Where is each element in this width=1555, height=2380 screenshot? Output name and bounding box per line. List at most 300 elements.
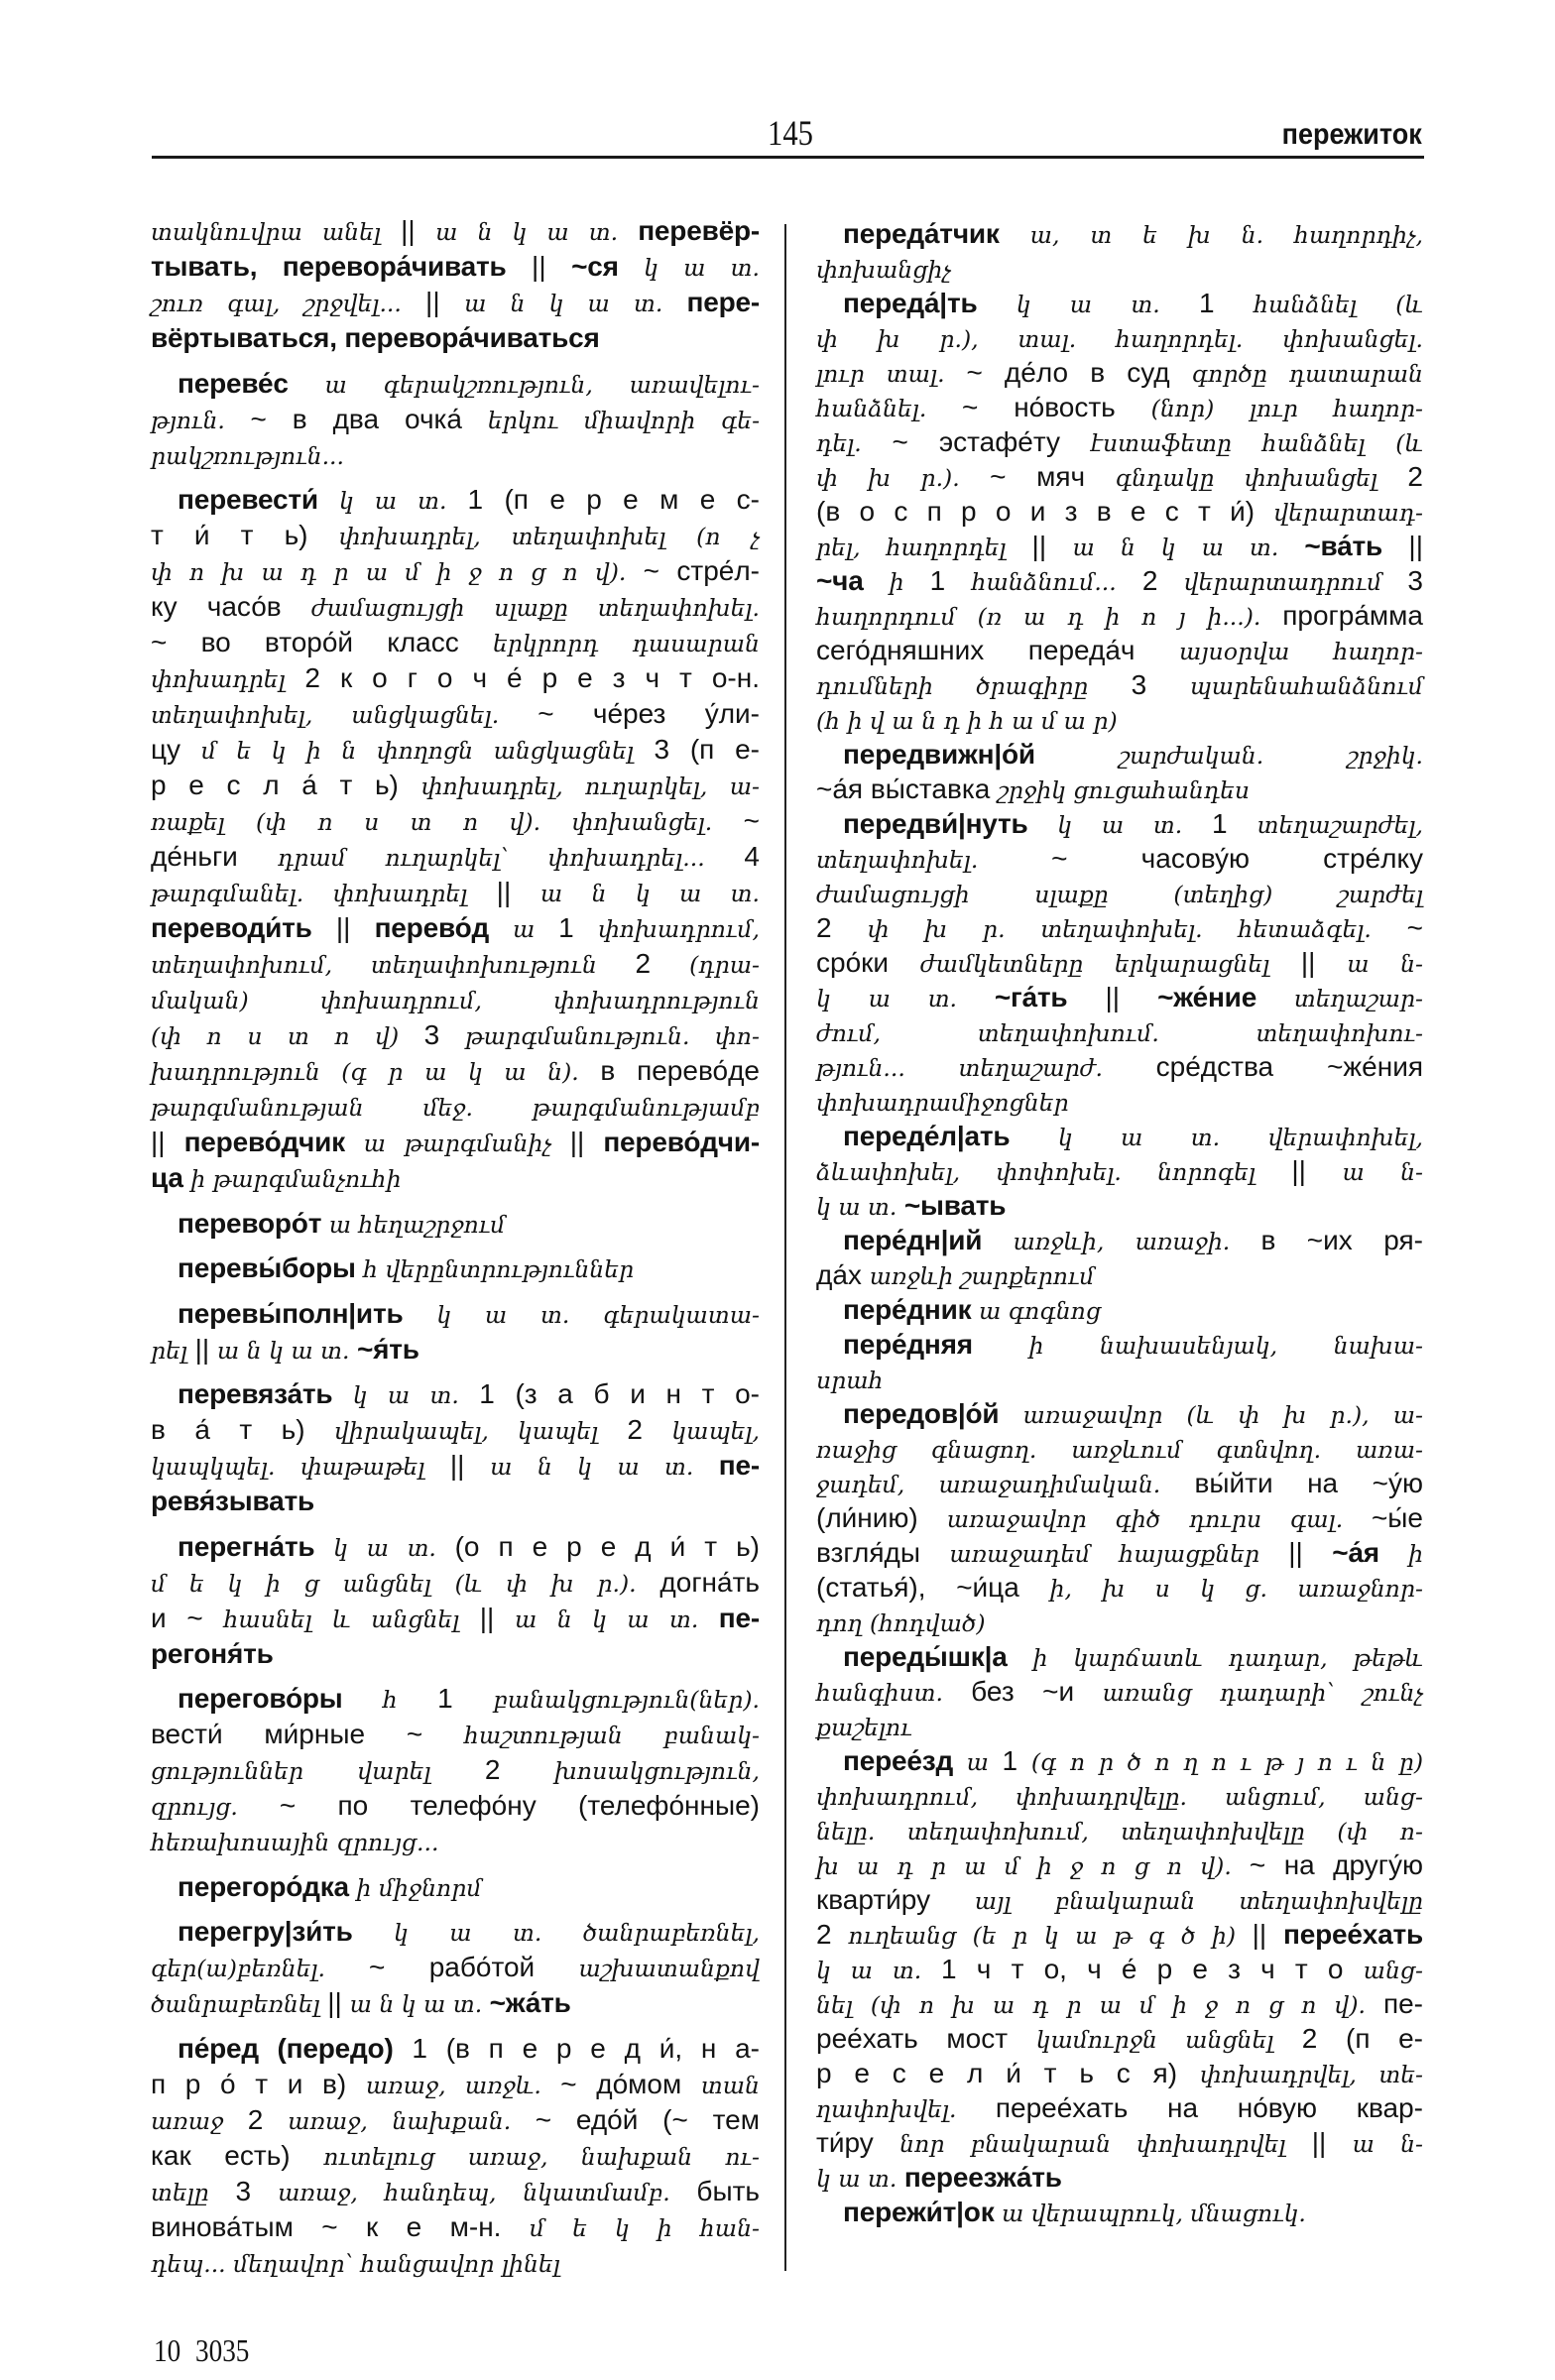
- armenian-translation: վերարտադ-: [1273, 499, 1423, 527]
- entry-line: [816, 1084, 1423, 1119]
- russian-text: 3: [1131, 669, 1190, 700]
- entry-line-text: [151, 1603, 760, 1633]
- entry-line-text: [178, 368, 760, 399]
- entry-line: [816, 494, 1423, 529]
- entry-line: [816, 806, 1423, 841]
- armenian-translation: րել, հաղորդել: [816, 534, 1032, 561]
- armenian-translation: հ: [342, 1686, 438, 1714]
- russian-text: цу: [151, 734, 201, 765]
- armenian-translation: ա, տ ե խ ն. հաղորդիչ,: [999, 221, 1423, 249]
- russian-text: сре́дства ~же́ния: [1155, 1051, 1423, 1082]
- dictionary-entry: [151, 2031, 760, 2281]
- russian-text: в ~их ря-: [1260, 1225, 1424, 1255]
- entry-line-text: [151, 1987, 571, 2018]
- armenian-translation: կ ա տ.: [317, 487, 468, 515]
- armenian-translation: քաշելու: [816, 1714, 912, 1741]
- armenian-translation: ի: [1378, 1540, 1423, 1568]
- armenian-translation: տակնուվրա անել: [151, 218, 402, 246]
- entry-line: [816, 1396, 1423, 1431]
- headword: передов|о́й: [843, 1398, 1000, 1429]
- entry-line-text: [151, 287, 760, 317]
- entry-line-text: [816, 635, 1423, 665]
- entry-line: [816, 459, 1423, 494]
- entry-line: [816, 2195, 1423, 2229]
- entry-line-text: [816, 1988, 1423, 2019]
- headword: пере́дн|ий: [843, 1225, 983, 1255]
- armenian-translation: ի նախասենյակ, նախա-: [972, 1332, 1423, 1360]
- armenian-translation: փ խ ր. տեղափոխել. հետաձգել.: [867, 915, 1407, 943]
- russian-text: ||: [311, 912, 375, 943]
- entry-line-text: [816, 2058, 1423, 2088]
- headword: ~ся: [571, 251, 619, 282]
- entry-line: [816, 2021, 1423, 2056]
- entry-line: [151, 1053, 760, 1089]
- russian-text: т и́ т ь): [151, 520, 339, 550]
- entry-line-text: [816, 1433, 1423, 1464]
- russian-text: 2: [635, 948, 690, 979]
- entry-line: [816, 1327, 1423, 1362]
- entry-line: [816, 1153, 1423, 1188]
- headword: передвижн|о́й: [843, 739, 1035, 770]
- armenian-translation: կ ա տ. վերափոխել,: [1010, 1124, 1423, 1151]
- armenian-translation: այսօրվա հաղոր-: [1178, 638, 1424, 665]
- entry-line: [816, 1223, 1423, 1257]
- armenian-translation: ուտելուց առաջ, նախքան ու-: [323, 2142, 760, 2171]
- russian-text: перее́хать на но́вую квар-: [995, 2092, 1424, 2123]
- entry-line: [816, 1813, 1423, 1847]
- armenian-translation: ի միջնորմ: [348, 1873, 482, 1902]
- entry-line: [151, 625, 760, 660]
- dictionary-entry: [816, 1639, 1423, 1743]
- dictionary-entry: [816, 1292, 1423, 1327]
- russian-text: ~ во второ́й класс: [151, 627, 493, 657]
- headword: перевести́: [178, 484, 318, 515]
- russian-text: р е с л а́ т ь): [151, 770, 421, 800]
- russian-text: ~ в два очка́: [250, 403, 488, 434]
- armenian-translation: զրույց.: [151, 1793, 280, 1821]
- russian-text: ~ че́рез у́ли-: [538, 698, 760, 729]
- entry-line: [151, 1017, 760, 1053]
- russian-text: ~ы́е: [1371, 1502, 1423, 1533]
- russian-text: сего́дняшних переда́ч: [816, 635, 1179, 665]
- entry-line: [151, 2031, 760, 2067]
- russian-text: 2: [247, 2103, 289, 2135]
- russian-text: ||: [425, 287, 465, 317]
- entry-line: [816, 1292, 1423, 1327]
- russian-text: ~ де́ло в суд: [966, 357, 1192, 388]
- entry-line-text: [151, 439, 344, 470]
- entry-line-text: [151, 1414, 760, 1445]
- armenian-translation: ժամացույցի սլաքը տեղափոխել.: [310, 594, 760, 622]
- armenian-translation: հաղորդում (ռ ա դ ի ո յ ի...).: [816, 603, 1283, 631]
- entry-line: [816, 702, 1423, 737]
- russian-text: ||: [496, 877, 540, 907]
- armenian-translation: կ ա տ.: [816, 2165, 904, 2193]
- entry-line: [816, 1674, 1423, 1709]
- entry-line: [151, 2138, 760, 2174]
- entry-line: [816, 1535, 1423, 1570]
- armenian-translation: րել: [151, 1336, 195, 1365]
- entry-line-text: [178, 1683, 760, 1714]
- entry-line: [151, 1412, 760, 1448]
- russian-text: ~ эстафе́ту: [892, 426, 1092, 457]
- armenian-translation: շրջիկ ցուցահանդես: [998, 776, 1251, 804]
- entry-line-text: [816, 1016, 1423, 1047]
- armenian-translation: թյուն.: [151, 406, 251, 434]
- entry-line: [151, 696, 760, 732]
- dictionary-entry: [151, 1529, 760, 1672]
- armenian-translation: առանց դադարի՝ շունչ: [1102, 1679, 1423, 1707]
- entry-line-text: [816, 322, 1423, 353]
- headword: пережи́т|ок: [843, 2197, 995, 2227]
- dictionary-entry: [816, 1396, 1423, 1639]
- entry-line-text: [151, 627, 760, 657]
- russian-text: 3: [423, 1019, 466, 1050]
- entry-line: [816, 1014, 1423, 1049]
- armenian-translation: դրամ ուղարկել՝ փոխադրել...: [277, 844, 745, 872]
- entry-line: [816, 1257, 1423, 1292]
- headword: пере-: [686, 287, 760, 317]
- dictionary-entry: [816, 216, 1423, 286]
- entry-line: [151, 946, 760, 982]
- entry-line: [151, 875, 760, 910]
- headword: ~жа́ть: [489, 1987, 571, 2018]
- russian-text: 1 (з а б и н т о-: [479, 1378, 760, 1409]
- headword: пе-: [718, 1602, 760, 1633]
- entry-line-text: [151, 1091, 760, 1122]
- entry-line-text: [816, 565, 1423, 596]
- entry-line: [151, 482, 760, 518]
- headword: переда́|ть: [843, 288, 978, 318]
- armenian-translation: մական) փոխադրում, փոխադրություն: [151, 987, 760, 1014]
- entry-line: [151, 1160, 760, 1196]
- armenian-translation: ա ն-: [1347, 950, 1423, 978]
- entry-line: [816, 1952, 1423, 1986]
- entry-line-text: [843, 1641, 1423, 1672]
- entry-line-text: [816, 982, 1423, 1012]
- russian-text: 3: [1407, 565, 1423, 596]
- dictionary-entry: [816, 1327, 1423, 1396]
- entry-line: [151, 2067, 760, 2102]
- entry-line-text: [816, 357, 1423, 388]
- headword: регоня́ть: [151, 1637, 274, 1669]
- headword: перевёр-: [638, 215, 760, 246]
- armenian-translation: փ ո խ ա դ ր ա մ ի ջ ո ց ո վ).: [151, 558, 644, 586]
- headword: перево́дчик: [183, 1127, 345, 1157]
- entry-line: [816, 1605, 1423, 1639]
- entry-line: [151, 1681, 760, 1717]
- armenian-translation: ի կարճատև դադար, թեթև: [1007, 1644, 1423, 1672]
- armenian-translation: մ ե կ ի ց անցնել (և փ խ ր.).: [151, 1569, 660, 1598]
- entry-line: [151, 1752, 760, 1788]
- entry-line: [151, 2245, 760, 2281]
- entry-line: [151, 518, 760, 553]
- russian-text: ||: [1382, 531, 1423, 561]
- russian-text: (в о с п р о и з в е с т и́): [816, 496, 1274, 527]
- russian-text: 2: [627, 1414, 672, 1445]
- entry-line-text: [151, 1334, 419, 1365]
- entry-line-text: [178, 484, 760, 515]
- armenian-translation: հասնել և անցնել: [223, 1605, 480, 1633]
- armenian-translation: տեղափոխել, անցկացնել.: [151, 701, 538, 729]
- russian-text: 1 (в п е р е д и́, н а-: [393, 2032, 760, 2064]
- armenian-translation: գեր(ա)բեռնել.: [151, 1955, 370, 1982]
- russian-text: ||: [1311, 2127, 1353, 2158]
- russian-text: взгля́ды: [816, 1537, 950, 1568]
- russian-text: ~: [1406, 912, 1423, 943]
- entry-line: [816, 355, 1423, 390]
- entry-line-text: [816, 1502, 1423, 1533]
- armenian-translation: ռաջից գնացող. առջևում գտնվող. առա-: [816, 1436, 1423, 1464]
- russian-text: ||: [449, 1450, 491, 1481]
- russian-text: ||: [1031, 531, 1073, 561]
- headword: перее́зд: [843, 1745, 954, 1776]
- armenian-translation: կ ա տ. ծանրաբեռնել,: [352, 1919, 760, 1947]
- entry-line-text: [178, 1378, 760, 1409]
- armenian-translation: լուր տալ.: [816, 360, 967, 388]
- armenian-translation: կ ա տ.: [816, 985, 995, 1012]
- entry-line-text: [843, 1398, 1423, 1429]
- armenian-translation: հ վերընտրություններ: [355, 1255, 635, 1283]
- russian-text: в а́ т ь): [151, 1414, 335, 1445]
- dictionary-entry: [816, 806, 1423, 1119]
- russian-text: 2: [1407, 461, 1423, 492]
- entry-line: [151, 437, 760, 473]
- armenian-translation: փոխադրվել, տե-: [1199, 2061, 1423, 2088]
- headword: перегна́ть: [178, 1530, 315, 1562]
- armenian-translation: փոխադրամիջոցներ: [816, 1089, 1069, 1117]
- armenian-translation: ի, խ ս կ ց. առաջնոր-: [1049, 1575, 1423, 1603]
- entry-line: [816, 2056, 1423, 2090]
- entry-line-text: [178, 1916, 760, 1947]
- russian-text: кварти́ру: [816, 1884, 975, 1915]
- entry-line: [151, 732, 760, 768]
- entry-line-text: [816, 669, 1423, 700]
- headword: вёртываться, перевора́чиваться: [151, 322, 600, 353]
- armenian-translation: գործը դատարան: [1191, 360, 1424, 388]
- entry-line: [816, 1882, 1423, 1917]
- armenian-translation: ա գոգնոց: [971, 1297, 1102, 1325]
- headword: пере́дняя: [843, 1329, 973, 1360]
- russian-text: рее́хать мост: [816, 2023, 1036, 2054]
- entry-line-text: [151, 734, 760, 765]
- entry-line: [816, 1500, 1423, 1535]
- armenian-translation: թարգմանել. փոխադրել: [151, 880, 497, 907]
- russian-text: как есть): [151, 2139, 324, 2171]
- entry-line: [816, 286, 1423, 320]
- entry-line-text: [151, 251, 760, 282]
- armenian-translation: տելը: [151, 2178, 236, 2206]
- armenian-translation: հաշտության բանակ-: [463, 1722, 760, 1749]
- entry-line-text: [151, 1719, 760, 1749]
- armenian-translation: առաջ, առջև.: [365, 2071, 561, 2099]
- armenian-translation: կ ա տ.: [618, 254, 760, 282]
- entry-line: [816, 910, 1423, 945]
- armenian-translation: ա ն կ ա տ.: [1072, 534, 1305, 561]
- russian-text: 2: [484, 1754, 554, 1785]
- russian-text: ||: [1288, 1537, 1333, 1568]
- entry-line-text: [178, 2033, 760, 2064]
- entry-line: [151, 2174, 760, 2209]
- entry-line-text: [151, 1162, 402, 1193]
- russian-text: 2: [816, 1919, 849, 1950]
- entry-line-text: [816, 426, 1423, 457]
- entry-line: [151, 1125, 760, 1160]
- headword: перевяза́ть: [178, 1378, 333, 1409]
- armenian-translation: նել (փ ո խ ա դ ր ա մ ի ջ ո ց ո վ).: [816, 1991, 1383, 2019]
- entry-line: [816, 1778, 1423, 1813]
- entry-line-text: [151, 662, 760, 693]
- entry-line-text: [816, 2162, 1062, 2193]
- entry-line: [816, 2125, 1423, 2160]
- entry-line: [151, 803, 760, 839]
- russian-text: ||: [1300, 947, 1348, 978]
- entry-line: [151, 1788, 760, 1824]
- armenian-translation: տեղափոխել.: [816, 846, 1052, 874]
- headword: переводи́ть: [151, 912, 312, 943]
- russian-text: пе-: [1382, 1988, 1423, 2019]
- entry-line: [151, 2102, 760, 2138]
- entry-line-text: [151, 805, 760, 836]
- headword: ца: [151, 1162, 183, 1193]
- russian-text: 4: [744, 841, 760, 872]
- armenian-translation: կ ա տ.: [977, 291, 1199, 318]
- armenian-translation: մ ե կ ի ն փողոցն անցկացնել: [200, 737, 655, 765]
- entry-line: [151, 982, 760, 1017]
- dictionary-entry: [151, 1206, 760, 1242]
- russian-text: р е с е л и́ т ь с я): [816, 2058, 1200, 2088]
- armenian-translation: դող (հոդված): [816, 1609, 986, 1637]
- armenian-translation: ուղեանց (ե ր կ ա թ գ ծ ի): [848, 1922, 1253, 1950]
- entry-line-text: [151, 698, 760, 729]
- headword: перегру|зи́ть: [178, 1916, 353, 1947]
- armenian-translation: շուռ գալ, շրջվել...: [151, 290, 426, 317]
- russian-text: ~ на другу́ю: [1249, 1849, 1423, 1880]
- entry-line: [151, 660, 760, 696]
- russian-text: ~ стре́л-: [643, 555, 760, 586]
- entry-line: [151, 320, 760, 356]
- entry-line: [151, 1529, 760, 1565]
- armenian-translation: մ ե կ ի հան-: [529, 2213, 760, 2242]
- russian-text: 1 (п е р е м е с-: [467, 484, 760, 515]
- russian-text: ти́ру: [816, 2127, 900, 2158]
- russian-text: 2: [1141, 565, 1184, 596]
- entry-line-text: [151, 322, 600, 353]
- russian-text: ||: [151, 1127, 184, 1157]
- entry-line: [816, 1362, 1423, 1396]
- entry-line: [151, 1206, 760, 1242]
- armenian-translation: կ ա տ.: [816, 1193, 904, 1221]
- entry-line-text: [816, 947, 1423, 978]
- entry-line-text: [816, 496, 1423, 527]
- entry-line: [816, 598, 1423, 633]
- column-left: [151, 213, 760, 2281]
- armenian-translation: ա ն կ ա տ.: [216, 1336, 357, 1365]
- russian-text: ||: [569, 1127, 604, 1157]
- entry-line-text: [843, 808, 1423, 839]
- russian-text: ||: [506, 251, 572, 282]
- headword: переде́л|ать: [843, 1121, 1011, 1151]
- armenian-translation: երկու միավորի գե-: [487, 406, 761, 434]
- entry-line-text: [816, 1849, 1423, 1880]
- print-job-code: 3035: [195, 2332, 250, 2368]
- entry-line-text: [151, 912, 760, 943]
- headword: ~ва́ть: [1304, 531, 1383, 561]
- entry-line: [151, 1950, 760, 1985]
- entry-line: [816, 529, 1423, 563]
- entry-line: [151, 589, 760, 625]
- headword: ~а́я: [1332, 1537, 1379, 1568]
- dictionary-entry: [151, 1869, 760, 1905]
- armenian-translation: փոխադրել, տեղափոխել (ո չ: [338, 523, 760, 550]
- armenian-translation: ի: [863, 568, 930, 596]
- dictionary-entry: [816, 1223, 1423, 1292]
- dictionary-entry: [816, 737, 1423, 806]
- entry-line: [151, 366, 760, 402]
- armenian-translation: առջևի շարքերում: [869, 1262, 1095, 1290]
- armenian-translation: կ ա տ.: [314, 1533, 455, 1562]
- entry-line-text: [816, 878, 1423, 908]
- armenian-translation: պարենահանձնում: [1189, 672, 1423, 700]
- dictionary-entry: [151, 1681, 760, 1859]
- armenian-translation: փոխադրում, փոխադրվելը. անցում, անց-: [816, 1783, 1423, 1811]
- russian-text: ||: [327, 1987, 350, 2018]
- entry-line-text: [843, 1329, 1423, 1360]
- printer-signature-number: 10: [154, 2332, 181, 2368]
- entry-line-text: [151, 1790, 760, 1821]
- armenian-translation: ա ն-: [1342, 1158, 1423, 1186]
- armenian-translation: դեպ... մեղավոր՝ հանցավոր լինել: [151, 2249, 560, 2278]
- entry-line: [151, 1089, 760, 1125]
- entry-line: [816, 424, 1423, 459]
- entry-line-text: [816, 704, 1118, 735]
- entry-line-text: [151, 1754, 760, 1785]
- armenian-translation: կապկպել. փաթաթել: [151, 1453, 450, 1481]
- entry-line: [816, 216, 1423, 251]
- armenian-translation: դումների ծրագիրը: [816, 672, 1132, 700]
- entry-line-text: [843, 1745, 1423, 1776]
- headword: ~ывать: [903, 1190, 1007, 1221]
- dictionary-entry: [151, 1914, 760, 2021]
- entry-line: [816, 841, 1423, 876]
- entry-line-text: [816, 2023, 1423, 2054]
- entry-line: [151, 249, 760, 285]
- armenian-translation: գնդակը փոխանցել: [1115, 464, 1408, 492]
- armenian-translation: առաջ: [151, 2106, 248, 2135]
- russian-text: винова́тым ~ к е м-н.: [151, 2210, 530, 2242]
- armenian-translation: ղափոխվել.: [816, 2095, 996, 2123]
- headword: ~ча: [816, 565, 864, 596]
- russian-text: да́х: [816, 1259, 870, 1290]
- armenian-translation: կ ա տ.: [1027, 811, 1212, 839]
- armenian-translation: սրահ: [816, 1367, 884, 1394]
- headword: ~же́ние: [1157, 982, 1257, 1012]
- entry-line: [151, 213, 760, 249]
- armenian-translation: ա ն կ ա տ.: [539, 880, 761, 907]
- entry-line-text: [816, 1676, 1423, 1707]
- entry-line-text: [151, 1486, 314, 1516]
- entry-line-text: [816, 1364, 884, 1394]
- armenian-translation: հանձնել.: [816, 395, 962, 422]
- russian-text: (о п е р е д и́ т ь): [454, 1530, 760, 1562]
- armenian-translation: հեռախոսային զրույց...: [151, 1829, 439, 1856]
- entry-line-text: [151, 2104, 760, 2135]
- entry-line-text: [151, 984, 760, 1014]
- entry-line: [816, 2090, 1423, 2125]
- entry-line: [816, 737, 1423, 772]
- entry-line: [151, 1448, 760, 1484]
- headword: пере́дник: [843, 1294, 972, 1325]
